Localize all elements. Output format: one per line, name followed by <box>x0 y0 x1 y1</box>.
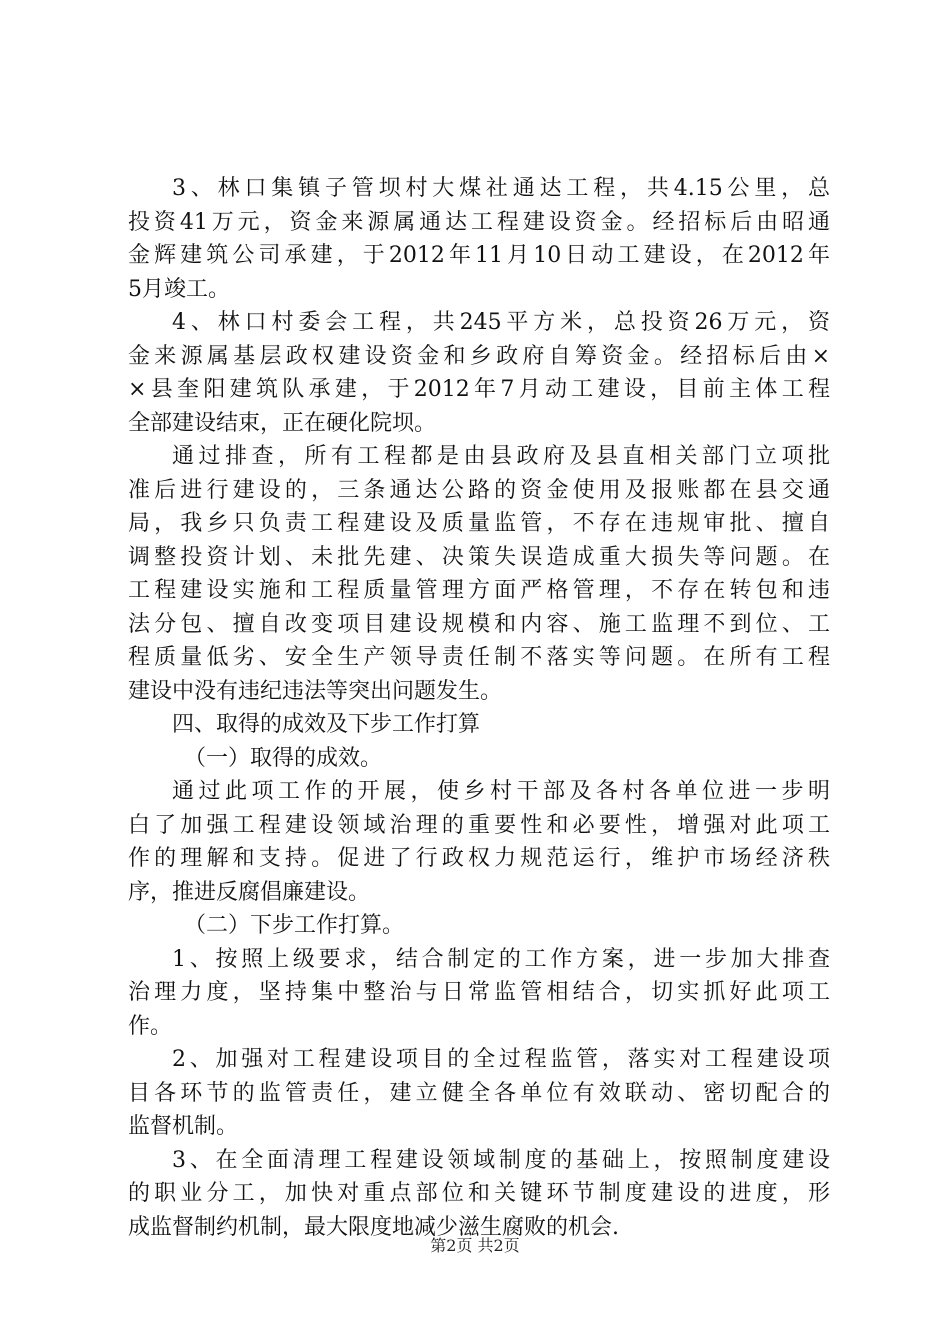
paragraph-plan-2 <box>128 1043 830 1144</box>
text-line: 准后进行建设的，三条通达公路的资金使用及报账都在县交通 <box>128 477 830 503</box>
paragraph-plan-1 <box>128 943 830 1044</box>
paragraph-item-3-tongda <box>128 172 830 306</box>
text-line: 成监督制约机制，最大限度地减少滋生腐败的机会. <box>128 1214 619 1240</box>
text-line: 局，我乡只负责工程建设及质量监管，不存在违规审批、擅自 <box>128 511 830 536</box>
text-line: 1、按照上级要求，结合制定的工作方案，进一步加大排查 <box>172 946 830 972</box>
text-line: 5月竣工。 <box>128 276 230 302</box>
text-line: 治理力度，坚持集中整治与日常监管相结合，切实抓好此项工 <box>128 980 830 1005</box>
text-line: 通过排查，所有工程都是由县政府及县直相关部门立项批 <box>172 444 830 469</box>
text-line: 2、加强对工程建设项目的全过程监管，落实对工程建设项 <box>172 1047 830 1072</box>
text-line: 监督机制。 <box>128 1114 239 1139</box>
text-line: 作。 <box>128 1013 173 1039</box>
text-line: 目各环节的监管责任，建立健全各单位有效联动、密切配合的 <box>128 1080 830 1106</box>
paragraph-plan-3 <box>128 1144 830 1245</box>
text-line: 程质量低劣、安全生产领导责任制不落实等问题。在所有工程 <box>128 645 830 670</box>
page-number: 第2页 共2页 <box>430 1236 520 1255</box>
text-line: 建设中没有违纪违法等突出问题发生。 <box>128 678 503 704</box>
text-line: 白了加强工程建设领域治理的重要性和必要性，增强对此项工 <box>128 812 830 838</box>
text-line: 工程建设实施和工程质量管理方面严格管理，不存在转包和违 <box>128 578 830 603</box>
text-line: 金辉建筑公司承建，于2012年11月10日动工建设，在2012年 <box>128 243 830 268</box>
text-line: 作的理解和支持。促进了行政权力规范运行，维护市场经济秩 <box>128 846 830 871</box>
text-line: 序，推进反腐倡廉建设。 <box>128 879 371 905</box>
paragraph-item-4-village-committee <box>128 306 830 440</box>
text-line: 4、林口村委会工程，共245平方米，总投资26万元，资 <box>172 310 830 335</box>
text-line: 金来源属基层政权建设资金和乡政府自筹资金。经招标后由× <box>128 343 830 369</box>
subsection-heading: （二）下步工作打算。 <box>184 913 405 938</box>
text-line: 3、林口集镇子管坝村大煤社通达工程，共4.15公里，总 <box>172 176 830 201</box>
text-line: 法分包、擅自改变项目建设规模和内容、施工监理不到位、工 <box>128 611 830 637</box>
text-line: 调整投资计划、未批先建、决策失误造成重大损失等问题。在 <box>128 544 830 570</box>
document-body <box>128 172 830 1244</box>
paragraph-investigation-summary <box>128 440 830 708</box>
paragraph-achievements <box>128 775 830 909</box>
text-line: 投资41万元，资金来源属通达工程建设资金。经招标后由昭通 <box>128 209 830 235</box>
text-line: 的职业分工，加快对重点部位和关键环节制度建设的进度，形 <box>128 1181 830 1206</box>
text-line: 全部建设结束，正在硬化院坝。 <box>128 410 437 436</box>
section-heading: 四、取得的成效及下步工作打算 <box>172 712 481 737</box>
subsection-heading: （一）取得的成效。 <box>184 745 383 771</box>
text-line: 通过此项工作的开展，使乡村干部及各村各单位进一步明 <box>172 779 830 804</box>
text-line: ×县奎阳建筑队承建，于2012年7月动工建设，目前主体工程 <box>128 377 830 402</box>
text-line: 3、在全面清理工程建设领域制度的基础上，按照制度建设 <box>172 1147 830 1173</box>
page-footer <box>0 1236 950 1256</box>
